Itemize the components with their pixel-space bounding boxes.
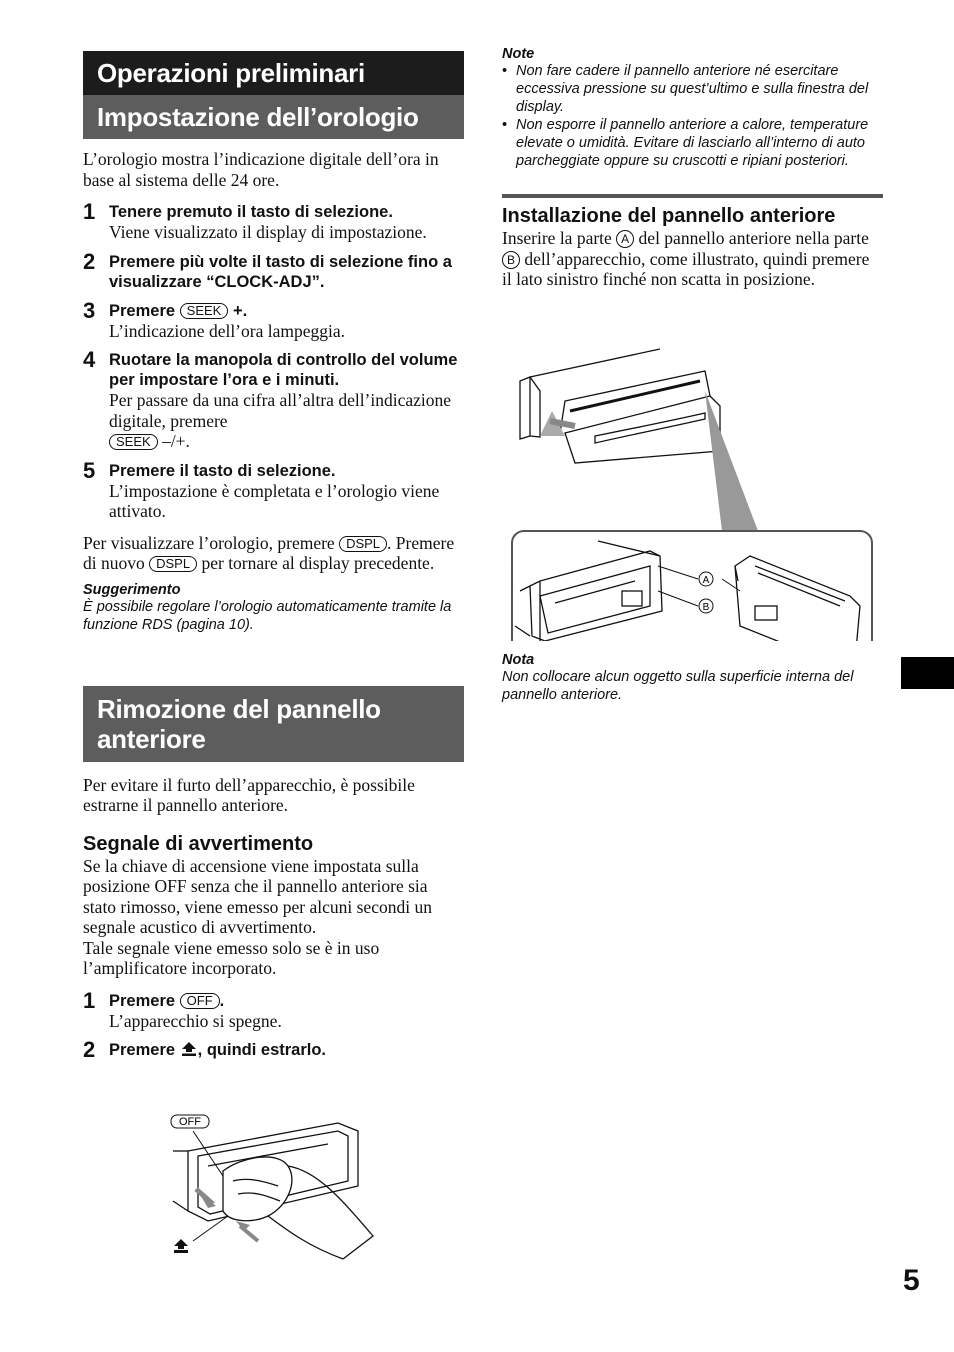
step-text: L’indicazione dell’ora lampeggia. [109, 320, 345, 341]
step-text: L’apparecchio si spegne. [109, 1010, 282, 1031]
note-item: • Non esporre il pannello anteriore a calore, temperature elevate o umidità. Evitare di lasciarlo all’interno di auto parcheggiate oppure su cruscotti e ripiani posteriori. [516, 116, 883, 170]
right-column [502, 46, 883, 703]
step-text-post: –/+. [162, 431, 190, 451]
subhead-installazione: Installazione del pannello anteriore [502, 205, 836, 227]
install-text [502, 228, 883, 290]
tip-title: Suggerimento [83, 581, 181, 598]
step-title-pre: Premere [109, 991, 176, 1010]
nota-text: Non collocare alcun oggetto sulla superficie interna del pannello anteriore. [502, 669, 854, 703]
remove-panel-illustration [168, 1111, 398, 1261]
step-title [109, 301, 464, 321]
step-title-post: . [219, 991, 225, 1010]
step-2 [83, 248, 464, 292]
outro-orologio [83, 533, 464, 574]
step-off-2 [83, 1037, 464, 1062]
step-number: 3 [83, 297, 96, 323]
install-section [502, 194, 883, 290]
warning-text-2: Tale segnale viene emesso solo se è in uso l’amplificatore incorporato. [83, 937, 380, 978]
fig-label-b: B [702, 602, 710, 613]
step-number: 2 [83, 248, 96, 274]
left-column [83, 51, 464, 1128]
step-title: Tenere premuto il tasto di selezione. [109, 203, 393, 221]
step-title [109, 1040, 464, 1060]
dspl-key: DSPL [149, 556, 197, 572]
step-text-main: Per passare da una cifra all’altra dell’indicazione digitale, premere [109, 390, 452, 431]
install-panel-illustration [510, 341, 882, 641]
off-key: OFF [180, 993, 220, 1009]
circle-b-label: B [502, 251, 520, 269]
fig-off-label: OFF [179, 1116, 201, 1128]
step-title: Ruotare la manopola di controllo del volume per impostare l’ora e i minuti. [109, 351, 458, 389]
step-number: 4 [83, 347, 96, 372]
step-4 [83, 347, 464, 452]
section-title-preliminari: Operazioni preliminari [83, 51, 464, 95]
subhead-avvertimento: Segnale di avvertimento [83, 832, 314, 855]
fig-release-icon [174, 1239, 188, 1253]
seek-key: SEEK [109, 434, 158, 450]
dspl-key: DSPL [339, 536, 387, 552]
fig-label-a: A [702, 575, 710, 586]
step-number: 1 [83, 987, 96, 1013]
step-number: 2 [83, 1037, 96, 1062]
chapter-tab [901, 657, 954, 689]
step-text [109, 390, 464, 452]
nota-box [502, 652, 883, 704]
seek-key: SEEK [180, 303, 229, 319]
step-5 [83, 457, 464, 522]
tip-text: È possibile regolare l’orologio automaticamente tramite la funzione RDS (pagina 10). [83, 598, 452, 633]
note-item: • Non fare cadere il pannello anteriore né esercitare eccessiva pressione su quest’ultimo e sulla finestra del display. [516, 62, 883, 116]
section-subtitle-orologio: Impostazione dell’orologio [83, 95, 464, 139]
step-title: Premere più volte il tasto di selezione fino a visualizzare “CLOCK-ADJ”. [109, 252, 452, 291]
notes-title: Note [502, 46, 535, 62]
step-title-pre: Premere [109, 1041, 176, 1059]
outro-post: per tornare al display precedente. [201, 553, 435, 573]
outro-mid: . Premere di nuovo [83, 532, 455, 573]
tip-box [83, 582, 464, 634]
step-1 [83, 199, 464, 243]
step-text: Viene visualizzato il display di impostazione. [109, 222, 427, 242]
outro-pre: Per visualizzare l’orologio, premere [83, 532, 335, 553]
circle-a-label: A [616, 230, 634, 248]
step-3 [83, 297, 464, 342]
nota-title: Nota [502, 652, 535, 668]
step-title: Premere il tasto di selezione. [109, 461, 336, 480]
notes-list [502, 62, 883, 170]
step-number: 1 [83, 199, 96, 224]
warning-text: Se la chiave di accensione viene impostata sulla posizione OFF senza che il pannello anteriore sia stato rimosso, viene emesso per alcuni secondi un segnale acustico di avvertimento. [83, 855, 432, 937]
intro-rimozione: Per evitare il furto dell’apparecchio, è possibile estrarne il pannello anteriore. [83, 774, 415, 815]
step-title-post: +. [232, 301, 248, 320]
step-title [109, 991, 464, 1011]
install-text-3: dell’apparecchio, come illustrato, quindi premere il lato sinistro finché non scatta in posizione. [502, 248, 870, 289]
install-text-1: Inserire la parte [502, 228, 612, 248]
install-text-2: del pannello anteriore nella parte [638, 228, 869, 248]
release-icon [180, 1041, 198, 1057]
section-title-rimozione: Rimozione del pannello anteriore [83, 686, 464, 762]
intro-orologio: L’orologio mostra l’indicazione digitale dell’ora in base al sistema delle 24 ore. [83, 149, 439, 190]
step-number: 5 [83, 457, 96, 483]
step-off-1 [83, 987, 464, 1032]
step-title-pre: Premere [109, 301, 176, 320]
step-text: L’impostazione è completata e l’orologio viene attivato. [109, 480, 440, 521]
step-title-post: , quindi estrarlo. [197, 1041, 327, 1059]
page-number: 5 [903, 1264, 920, 1297]
